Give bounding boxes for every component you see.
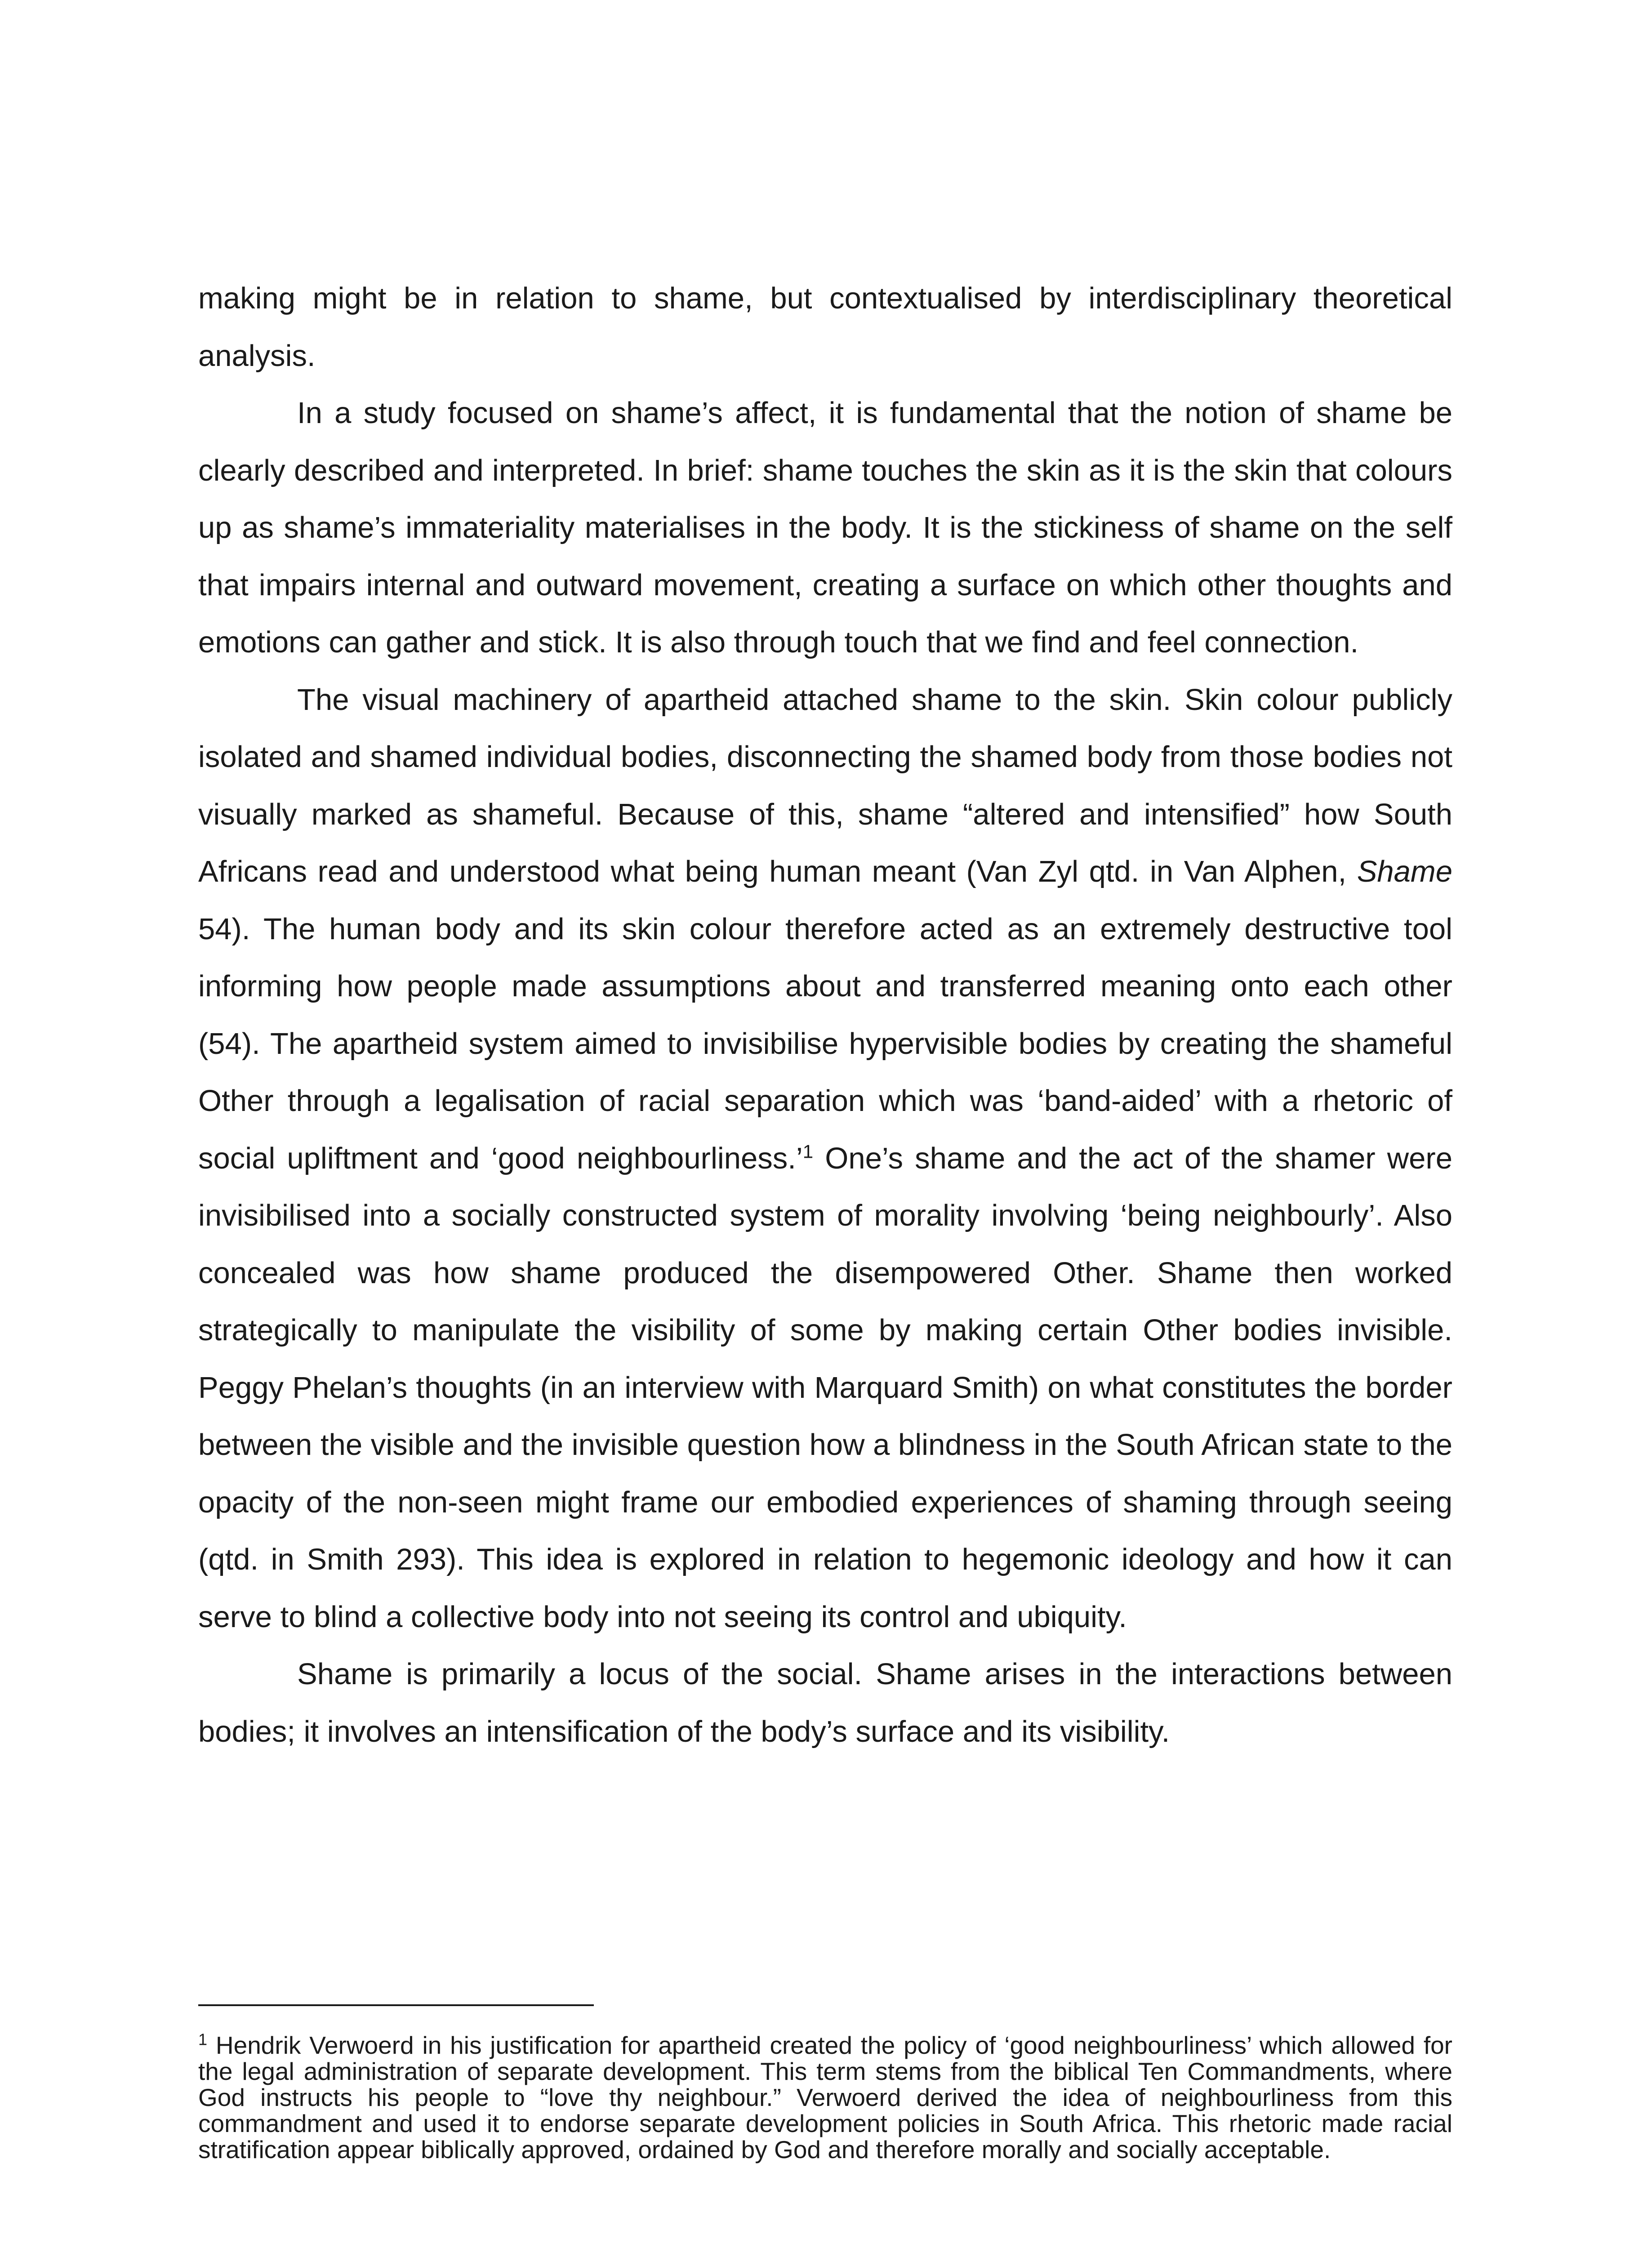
paragraph-text: making might be in relation to shame, but contextualised by interdisciplinary theoretical analysis. (198, 281, 1452, 373)
footnote-text: Hendrik Verwoerd in his justification for apartheid created the policy of ‘good neighbourliness’ which allowed for the legal administration of separate development. This term stems from the biblical Ten Commandments, where God instructs his people to “love thy neighbour.” Verwoerd derived the idea of neighbourliness from this commandment and used it to endorse separate development policies in South Africa. This rhetoric made racial stratification appear biblically approved, ordained by God and therefore morally and socially acceptable. (198, 2031, 1452, 2163)
paragraph (198, 270, 1452, 384)
paragraph-text: One’s shame and the act of the shamer were invisibilised into a socially constructed system of morality involving ‘being neighbourly’. Also concealed was how shame produced the disempowered Other. Shame then worked strategically to manipulate the visibility of some by making certain Other bodies invisible. Peggy Phelan’s thoughts (in an interview with Marquard Smith) on what constitutes the border between the visible and the invisible question how a blindness in the South African state to the opacity of the non-seen might frame our embodied experiences of shaming through seeing (qtd. in Smith 293). This idea is explored in relation to hegemonic ideology and how it can serve to blind a collective body into not seeing its control and ubiquity. (198, 1141, 1452, 1634)
paragraph (198, 671, 1452, 1646)
paragraph-text: 54). The human body and its skin colour therefore acted as an extremely destructive tool informing how people made assumptions about and transferred meaning onto each other (54). The apartheid system aimed to invisibilise hypervisible bodies by creating the shameful Other through a legalisation of racial separation which was ‘band-aided’ with a rhetoric of social upliftment and ‘good neighbourliness.’ (198, 912, 1452, 1175)
paragraph (198, 1646, 1452, 1760)
paragraph-text: Shame is primarily a locus of the social. Shame arises in the interactions between bodies; it involves an intensification of the body’s surface and its visibility. (198, 1657, 1452, 1748)
paragraph (198, 384, 1452, 671)
footnote-reference[interactable]: 1 (802, 1141, 814, 1162)
paragraph-text: In a study focused on shame’s affect, it is fundamental that the notion of shame be clearly described and interpreted. In brief: shame touches the skin as it is the skin that colours up as shame’s immateriality materialises in the body. It is the stickiness of shame on the self that impairs internal and outward movement, creating a surface on which other thoughts and emotions can gather and stick. It is also through touch that we find and feel connection. (198, 396, 1452, 659)
footnote-separator (198, 2004, 594, 2006)
body-text (198, 270, 1452, 1760)
footnote-marker: 1 (198, 2030, 208, 2049)
paragraph-text: The visual machinery of apartheid attached shame to the skin. Skin colour publicly isolated and shamed individual bodies, disconnecting the shamed body from those bodies not visually marked as shameful. Because of this, shame “altered and intensified” how South Africans read and understood what being human meant (Van Zyl qtd. in Van Alphen, (198, 682, 1452, 888)
footnote (198, 2032, 1452, 2163)
cited-title: Shame (1357, 855, 1452, 888)
